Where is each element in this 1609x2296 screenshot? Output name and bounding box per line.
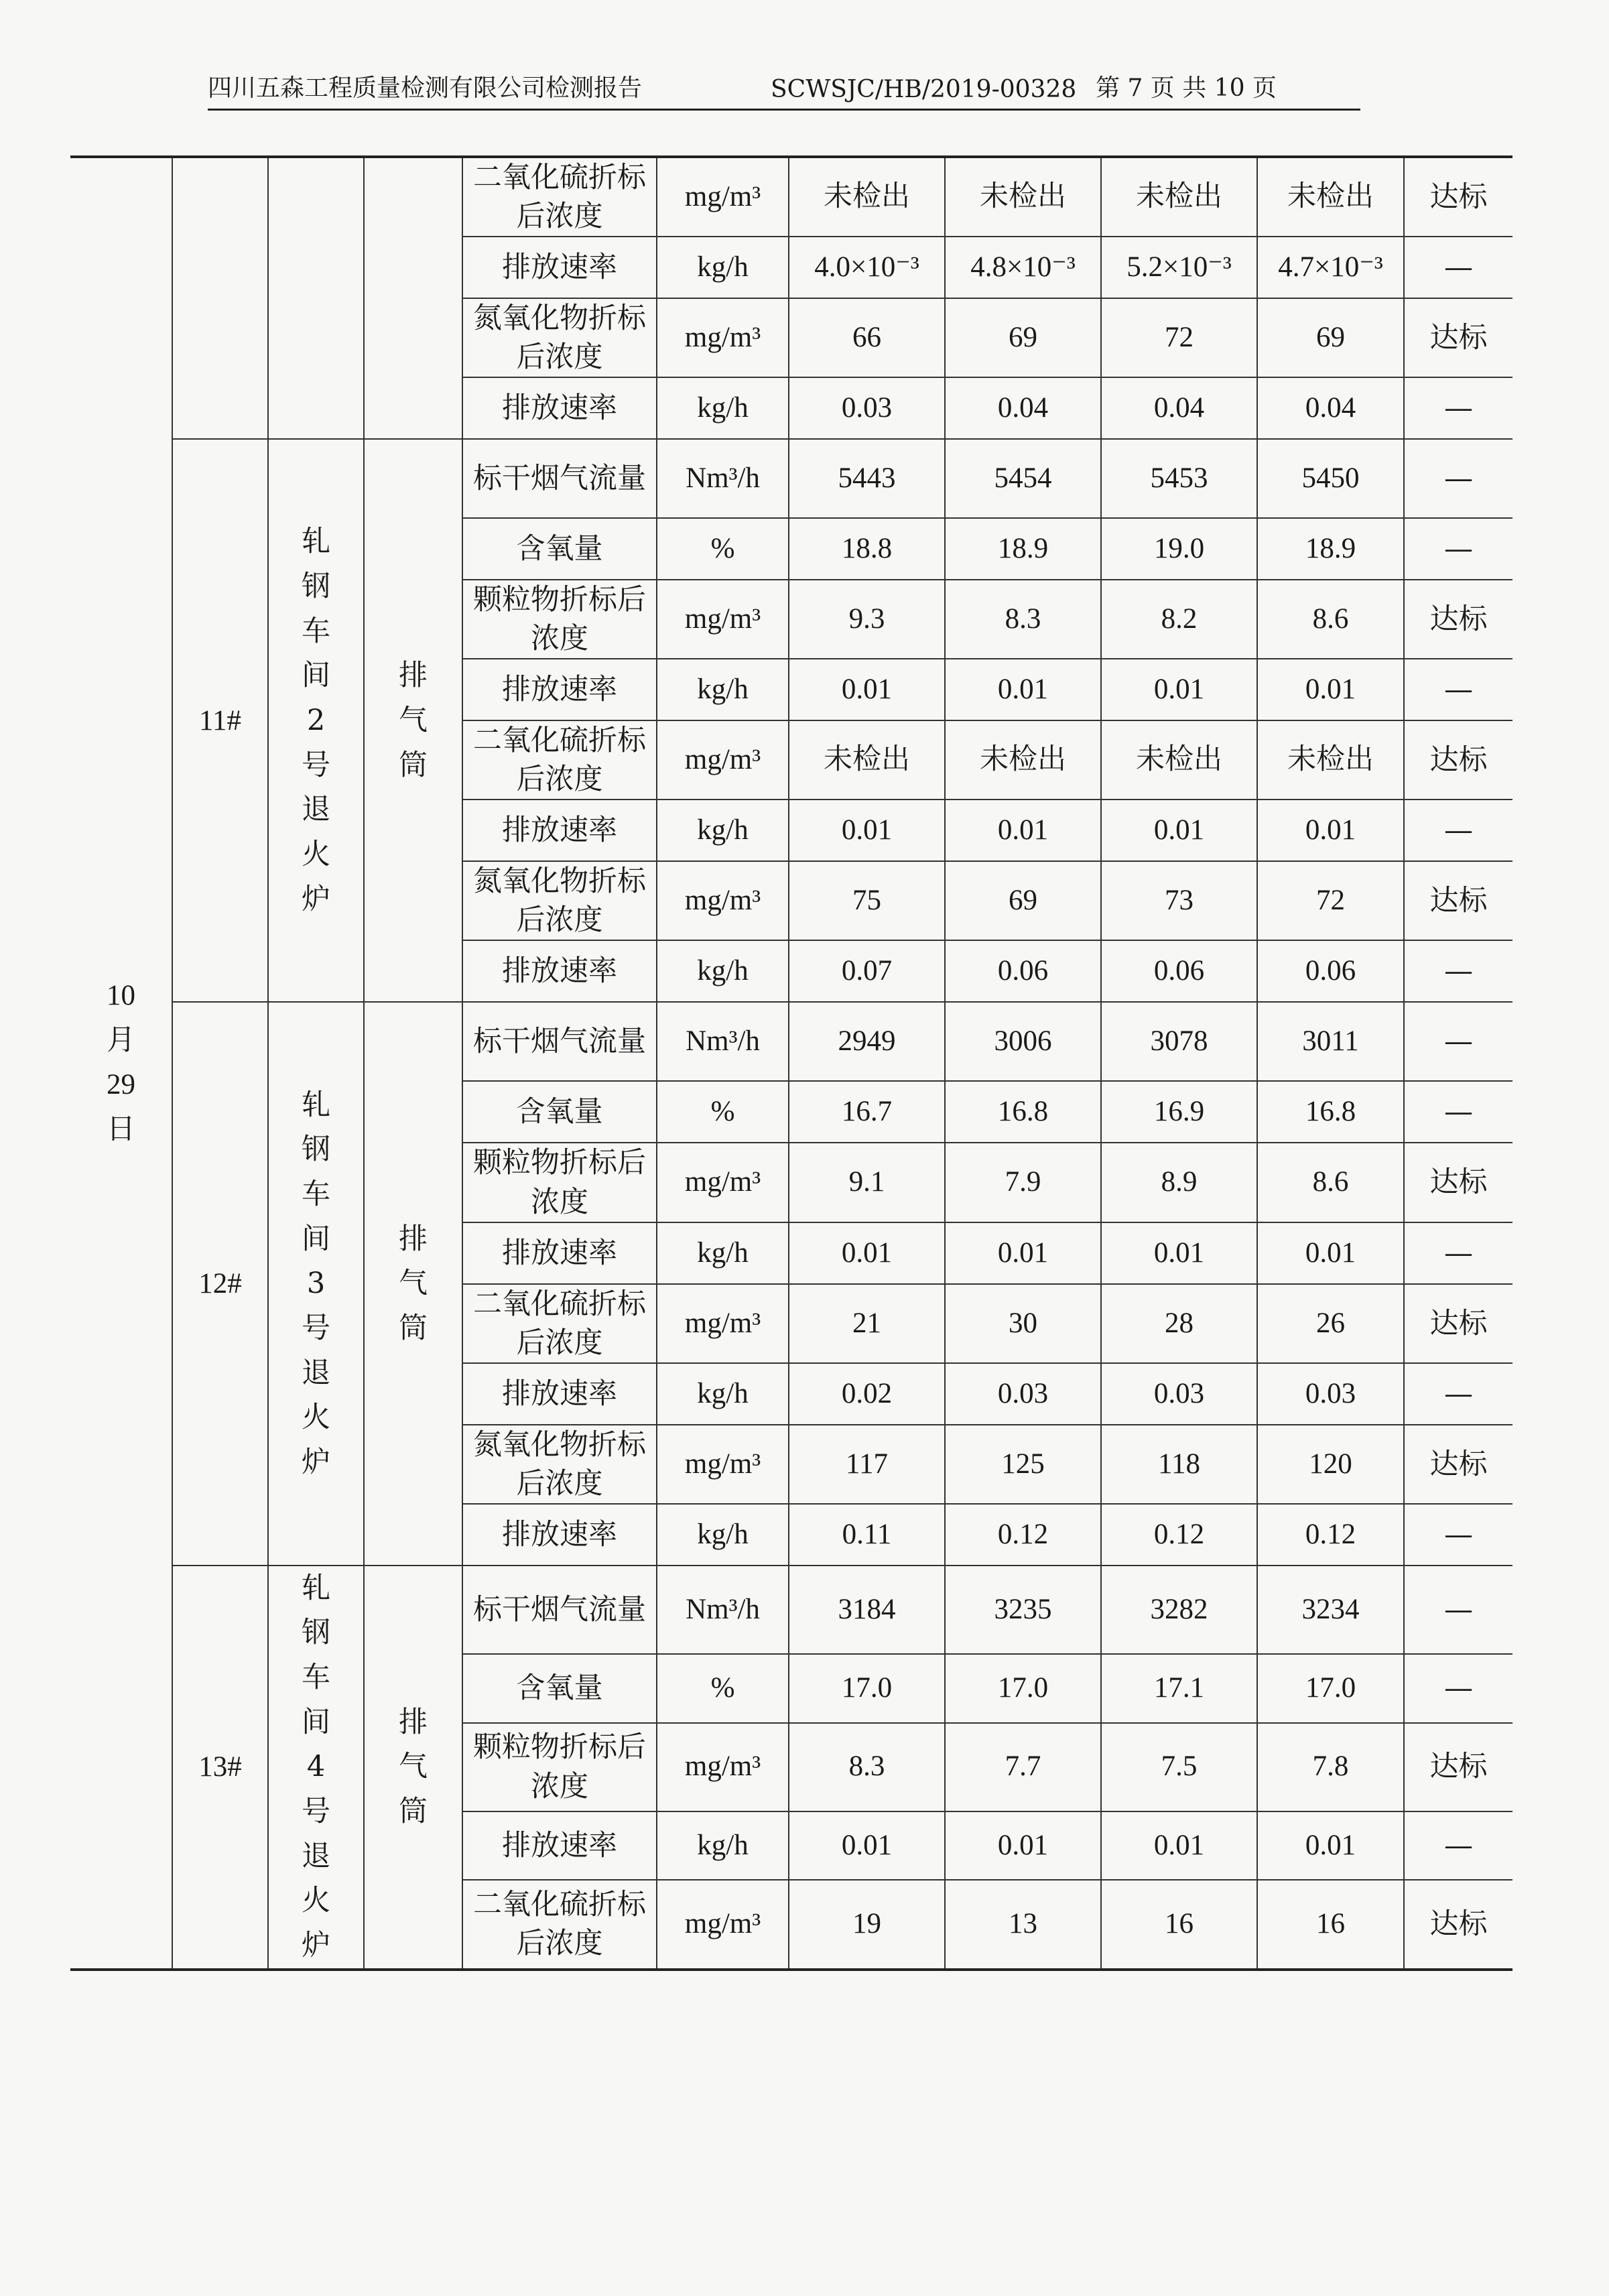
- unit: kg/h: [657, 1504, 789, 1566]
- measurement-value: 8.6: [1257, 580, 1404, 659]
- unit: Nm³/h: [657, 1566, 789, 1654]
- measurement-value: 120: [1257, 1425, 1404, 1504]
- measurement-value: 0.01: [945, 659, 1101, 720]
- compliance-result: —: [1404, 1081, 1513, 1143]
- measurement-value: 未检出: [1101, 157, 1257, 237]
- measurement-value: 0.04: [945, 377, 1101, 439]
- unit: mg/m³: [657, 580, 789, 659]
- point-location: [268, 1566, 364, 1970]
- table-row: [70, 1002, 1513, 1081]
- measurement-value: 30: [945, 1284, 1101, 1363]
- unit: Nm³/h: [657, 439, 789, 518]
- unit: kg/h: [657, 377, 789, 439]
- compliance-result: 达标: [1404, 1880, 1513, 1969]
- measurement-value: 0.06: [1101, 940, 1257, 1002]
- unit: mg/m³: [657, 1723, 789, 1811]
- measurement-value: 0.01: [1257, 1222, 1404, 1284]
- measurement-value: 16.8: [1257, 1081, 1404, 1143]
- compliance-result: —: [1404, 1222, 1513, 1284]
- measurement-value: 未检出: [945, 157, 1101, 237]
- point-number-text: 12#: [198, 1268, 242, 1300]
- measurement-value: 0.07: [789, 940, 945, 1002]
- measurement-value: 0.01: [1257, 800, 1404, 861]
- measurement-value: 18.8: [789, 518, 945, 580]
- sampling-date-text: 10 月 29 日: [106, 979, 135, 1145]
- measurement-value: 118: [1101, 1425, 1257, 1504]
- parameter-name: 二氧化硫折标后浓度: [462, 1880, 657, 1969]
- measurement-value: 8.9: [1101, 1143, 1257, 1222]
- compliance-result: 达标: [1404, 1284, 1513, 1363]
- point-location: [268, 157, 364, 439]
- point-location-text: 轧钢车间3号退火炉: [301, 1088, 330, 1479]
- point-number: [172, 439, 268, 1002]
- measurement-value: 3234: [1257, 1566, 1404, 1654]
- emission-results-table: [70, 155, 1513, 1971]
- measurement-value: 0.01: [1101, 1222, 1257, 1284]
- measurement-value: 117: [789, 1425, 945, 1504]
- measurement-value: 72: [1257, 861, 1404, 940]
- point-outlet: [364, 1002, 462, 1565]
- point-outlet-text: 排气筒: [398, 659, 428, 782]
- measurement-value: 5454: [945, 439, 1101, 518]
- table-row: [70, 439, 1513, 518]
- measurement-value: 3006: [945, 1002, 1101, 1081]
- compliance-result: 达标: [1404, 1143, 1513, 1222]
- parameter-name: 含氧量: [462, 518, 657, 580]
- measurement-value: 7.8: [1257, 1723, 1404, 1811]
- compliance-result: 达标: [1404, 720, 1513, 800]
- parameter-name: 排放速率: [462, 659, 657, 720]
- measurement-value: 8.2: [1101, 580, 1257, 659]
- measurement-value: 0.01: [789, 1811, 945, 1880]
- measurement-value: 2949: [789, 1002, 945, 1081]
- measurement-value: 3235: [945, 1566, 1101, 1654]
- measurement-value: 3011: [1257, 1002, 1404, 1081]
- point-outlet: [364, 1566, 462, 1970]
- point-outlet-text: 排气筒: [398, 1222, 428, 1345]
- measurement-value: 5450: [1257, 439, 1404, 518]
- table-row: [70, 157, 1513, 237]
- point-location: [268, 1002, 364, 1565]
- compliance-result: —: [1404, 237, 1513, 298]
- measurement-value: 0.04: [1257, 377, 1404, 439]
- parameter-name: 标干烟气流量: [462, 1566, 657, 1654]
- compliance-result: —: [1404, 940, 1513, 1002]
- measurement-value: 0.03: [1101, 1363, 1257, 1425]
- measurement-value: 18.9: [1257, 518, 1404, 580]
- compliance-result: —: [1404, 1566, 1513, 1654]
- parameter-name: 二氧化硫折标后浓度: [462, 1284, 657, 1363]
- measurement-value: 73: [1101, 861, 1257, 940]
- measurement-value: 16: [1101, 1880, 1257, 1969]
- compliance-result: 达标: [1404, 298, 1513, 377]
- measurement-value: 0.01: [789, 1222, 945, 1284]
- measurement-value: 0.01: [945, 1811, 1101, 1880]
- measurement-value: 5443: [789, 439, 945, 518]
- unit: mg/m³: [657, 720, 789, 800]
- measurement-value: 28: [1101, 1284, 1257, 1363]
- point-outlet: [364, 439, 462, 1002]
- point-number-text: 13#: [198, 1751, 242, 1783]
- report-header: [208, 67, 1360, 111]
- measurement-value: 0.01: [1101, 659, 1257, 720]
- compliance-result: —: [1404, 1811, 1513, 1880]
- parameter-name: 排放速率: [462, 1222, 657, 1284]
- measurement-value: 17.0: [945, 1654, 1101, 1723]
- unit: mg/m³: [657, 298, 789, 377]
- compliance-result: —: [1404, 377, 1513, 439]
- measurement-value: 未检出: [1257, 157, 1404, 237]
- measurement-value: 0.02: [789, 1363, 945, 1425]
- parameter-name: 颗粒物折标后浓度: [462, 1143, 657, 1222]
- measurement-value: 0.01: [789, 800, 945, 861]
- measurement-value: 19.0: [1101, 518, 1257, 580]
- measurement-value: 13: [945, 1880, 1101, 1969]
- unit: mg/m³: [657, 157, 789, 237]
- measurement-value: 未检出: [789, 157, 945, 237]
- unit: kg/h: [657, 1222, 789, 1284]
- compliance-result: 达标: [1404, 861, 1513, 940]
- parameter-name: 排放速率: [462, 800, 657, 861]
- measurement-value: 16.8: [945, 1081, 1101, 1143]
- unit: %: [657, 518, 789, 580]
- measurement-value: 8.6: [1257, 1143, 1404, 1222]
- compliance-result: —: [1404, 439, 1513, 518]
- compliance-result: —: [1404, 659, 1513, 720]
- measurement-value: 21: [789, 1284, 945, 1363]
- measurement-value: 未检出: [789, 720, 945, 800]
- measurement-value: 0.04: [1101, 377, 1257, 439]
- measurement-value: 0.01: [1257, 659, 1404, 720]
- unit: kg/h: [657, 940, 789, 1002]
- measurement-value: 69: [1257, 298, 1404, 377]
- measurement-value: 17.0: [1257, 1654, 1404, 1723]
- parameter-name: 二氧化硫折标后浓度: [462, 720, 657, 800]
- parameter-name: 氮氧化物折标后浓度: [462, 1425, 657, 1504]
- measurement-value: 0.01: [1257, 1811, 1404, 1880]
- measurement-value: 0.01: [945, 1222, 1101, 1284]
- measurement-value: 66: [789, 298, 945, 377]
- unit: mg/m³: [657, 1425, 789, 1504]
- parameter-name: 标干烟气流量: [462, 1002, 657, 1081]
- measurement-value: 0.12: [1101, 1504, 1257, 1566]
- measurement-value: 72: [1101, 298, 1257, 377]
- unit: mg/m³: [657, 861, 789, 940]
- measurement-value: 未检出: [945, 720, 1101, 800]
- parameter-name: 排放速率: [462, 940, 657, 1002]
- compliance-result: 达标: [1404, 580, 1513, 659]
- measurement-value: 0.11: [789, 1504, 945, 1566]
- parameter-name: 二氧化硫折标后浓度: [462, 157, 657, 237]
- measurement-value: 16.9: [1101, 1081, 1257, 1143]
- report-code: SCWSJC/HB/2019-00328: [771, 76, 1077, 103]
- measurement-value: 16.7: [789, 1081, 945, 1143]
- company-name: 四川五森工程质量检测有限公司检测报告: [208, 74, 643, 102]
- measurement-value: 未检出: [1257, 720, 1404, 800]
- unit: mg/m³: [657, 1284, 789, 1363]
- parameter-name: 排放速率: [462, 377, 657, 439]
- unit: kg/h: [657, 800, 789, 861]
- unit: Nm³/h: [657, 1002, 789, 1081]
- measurement-value: 9.1: [789, 1143, 945, 1222]
- unit: kg/h: [657, 1363, 789, 1425]
- measurement-value: 7.9: [945, 1143, 1101, 1222]
- unit: mg/m³: [657, 1880, 789, 1969]
- measurement-value: 16: [1257, 1880, 1404, 1969]
- point-location-text: 轧钢车间2号退火炉: [301, 525, 330, 916]
- measurement-value: 125: [945, 1425, 1101, 1504]
- measurement-value: 8.3: [945, 580, 1101, 659]
- point-number: [172, 1002, 268, 1565]
- measurement-value: 未检出: [1101, 720, 1257, 800]
- point-location-text: 轧钢车间4号退火炉: [301, 1571, 330, 1962]
- measurement-value: 0.03: [1257, 1363, 1404, 1425]
- parameter-name: 氮氧化物折标后浓度: [462, 861, 657, 940]
- measurement-value: 17.0: [789, 1654, 945, 1723]
- compliance-result: —: [1404, 1504, 1513, 1566]
- point-number: [172, 1566, 268, 1970]
- page-info: 第 7 页 共 10 页: [1096, 74, 1277, 102]
- unit: %: [657, 1654, 789, 1723]
- measurement-value: 7.5: [1101, 1723, 1257, 1811]
- parameter-name: 排放速率: [462, 1811, 657, 1880]
- parameter-name: 颗粒物折标后浓度: [462, 1723, 657, 1811]
- measurement-value: 0.01: [1101, 800, 1257, 861]
- point-location: [268, 439, 364, 1002]
- measurement-value: 69: [945, 861, 1101, 940]
- measurement-value: 5.2×10⁻³: [1101, 237, 1257, 298]
- measurement-value: 19: [789, 1880, 945, 1969]
- point-number: [172, 157, 268, 439]
- measurement-value: 3282: [1101, 1566, 1257, 1654]
- parameter-name: 氮氧化物折标后浓度: [462, 298, 657, 377]
- parameter-name: 含氧量: [462, 1081, 657, 1143]
- measurement-value: 0.12: [945, 1504, 1101, 1566]
- compliance-result: —: [1404, 800, 1513, 861]
- measurement-value: 3184: [789, 1566, 945, 1654]
- measurement-value: 0.01: [789, 659, 945, 720]
- measurement-value: 69: [945, 298, 1101, 377]
- parameter-name: 排放速率: [462, 237, 657, 298]
- measurement-value: 7.7: [945, 1723, 1101, 1811]
- measurement-value: 0.12: [1257, 1504, 1404, 1566]
- compliance-result: 达标: [1404, 1723, 1513, 1811]
- measurement-value: 0.06: [945, 940, 1101, 1002]
- measurement-value: 0.06: [1257, 940, 1404, 1002]
- parameter-name: 排放速率: [462, 1363, 657, 1425]
- unit: mg/m³: [657, 1143, 789, 1222]
- measurement-value: 4.0×10⁻³: [789, 237, 945, 298]
- unit: kg/h: [657, 659, 789, 720]
- parameter-name: 含氧量: [462, 1654, 657, 1723]
- unit: kg/h: [657, 1811, 789, 1880]
- unit: %: [657, 1081, 789, 1143]
- measurement-value: 8.3: [789, 1723, 945, 1811]
- measurement-value: 4.7×10⁻³: [1257, 237, 1404, 298]
- compliance-result: —: [1404, 1363, 1513, 1425]
- measurement-value: 3078: [1101, 1002, 1257, 1081]
- measurement-value: 5453: [1101, 439, 1257, 518]
- compliance-result: —: [1404, 518, 1513, 580]
- measurement-value: 26: [1257, 1284, 1404, 1363]
- compliance-result: —: [1404, 1002, 1513, 1081]
- parameter-name: 排放速率: [462, 1504, 657, 1566]
- measurement-value: 0.03: [789, 377, 945, 439]
- measurement-value: 9.3: [789, 580, 945, 659]
- measurement-value: 4.8×10⁻³: [945, 237, 1101, 298]
- measurement-value: 0.01: [1101, 1811, 1257, 1880]
- parameter-name: 颗粒物折标后浓度: [462, 580, 657, 659]
- compliance-result: 达标: [1404, 1425, 1513, 1504]
- measurement-value: 75: [789, 861, 945, 940]
- measurement-value: 0.03: [945, 1363, 1101, 1425]
- measurement-value: 18.9: [945, 518, 1101, 580]
- compliance-result: —: [1404, 1654, 1513, 1723]
- parameter-name: 标干烟气流量: [462, 439, 657, 518]
- unit: kg/h: [657, 237, 789, 298]
- point-number-text: 11#: [199, 704, 241, 737]
- sampling-date: [70, 157, 172, 1970]
- measurement-value: 17.1: [1101, 1654, 1257, 1723]
- point-outlet: [364, 157, 462, 439]
- point-outlet-text: 排气筒: [398, 1705, 428, 1828]
- compliance-result: 达标: [1404, 157, 1513, 237]
- table-row: [70, 1566, 1513, 1654]
- measurement-value: 0.01: [945, 800, 1101, 861]
